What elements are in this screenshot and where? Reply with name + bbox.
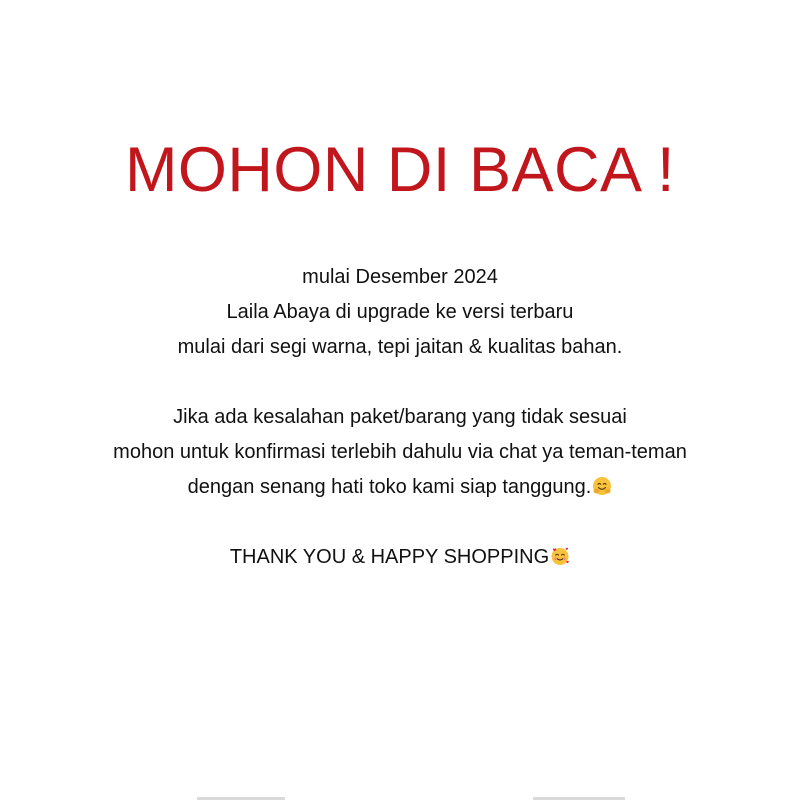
paragraph1-line-3: mulai dari segi warna, tepi jaitan & kualitas bahan. xyxy=(177,336,623,358)
paragraph1-line-2: Laila Abaya di upgrade ke versi terbaru xyxy=(226,301,574,323)
notice-title: MOHON DI BACA ! xyxy=(124,135,676,205)
paragraph2-line-3-row xyxy=(0,470,800,505)
hugging-face-icon xyxy=(592,476,612,496)
notice-body xyxy=(0,260,800,575)
closing-text: THANK YOU & HAPPY SHOPPING xyxy=(229,546,550,568)
paragraph-spacer xyxy=(0,365,800,400)
closing-line-row xyxy=(0,540,800,575)
smiling-face-with-hearts-icon xyxy=(550,546,570,566)
paragraph2-line-1: Jika ada kesalahan paket/barang yang tidak sesuai xyxy=(173,406,627,428)
paragraph-spacer xyxy=(0,505,800,540)
paragraph2-line-2: mohon untuk konfirmasi terlebih dahulu via chat ya teman-teman xyxy=(113,441,687,463)
paragraph1-line-1: mulai Desember 2024 xyxy=(302,266,498,288)
paragraph2-line-3: dengan senang hati toko kami siap tanggung. xyxy=(187,476,592,498)
